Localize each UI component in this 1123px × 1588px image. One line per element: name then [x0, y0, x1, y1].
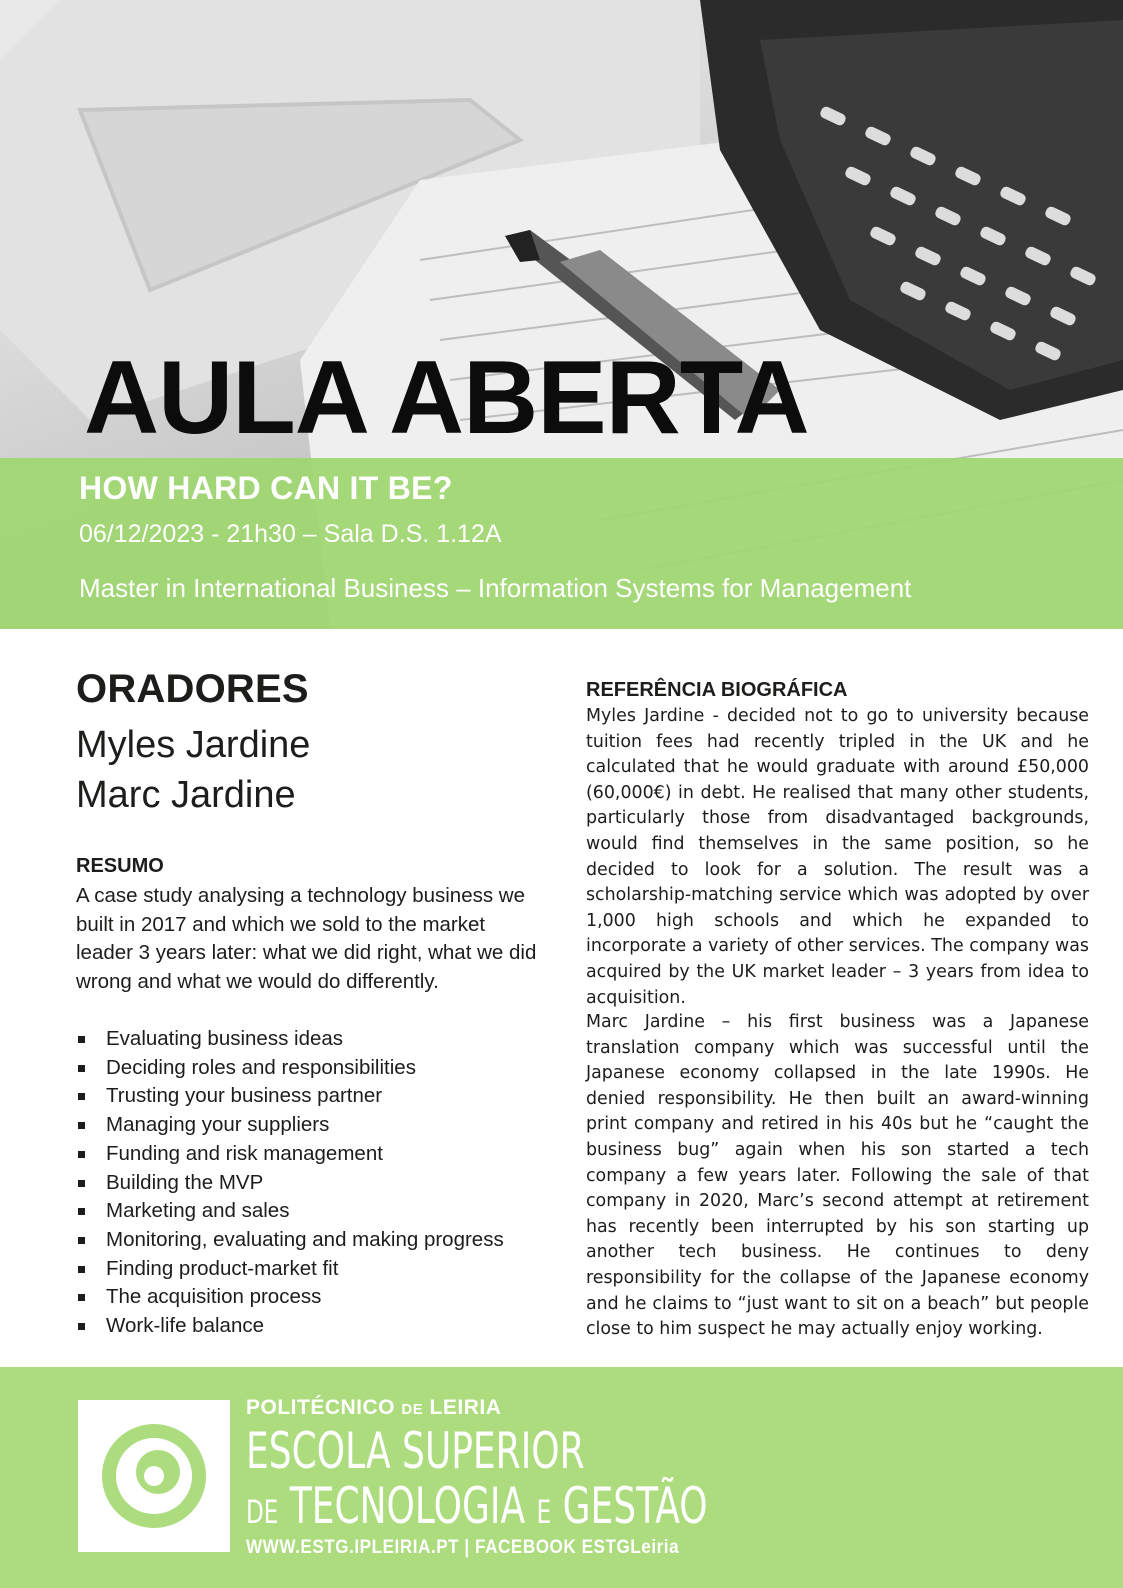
school-name-part: DE — [246, 1493, 279, 1531]
institution-part: POLITÉCNICO — [246, 1396, 396, 1419]
list-item-label: Work-life balance — [106, 1314, 264, 1338]
list-item — [76, 1283, 504, 1312]
event-program: Master in International Business – Information Systems for Management — [79, 573, 912, 603]
bullet-icon — [78, 1323, 85, 1330]
list-item-label: Managing your suppliers — [106, 1113, 330, 1137]
school-name-part: TECNOLOGIA — [289, 1477, 526, 1535]
list-item — [76, 1025, 504, 1054]
bullet-icon — [78, 1294, 85, 1301]
summary-text: A case study analysing a technology business we built in 2017 and which we sold to the market leader 3 years later: what we did right, what we did wrong and what we would do differently. — [76, 884, 537, 994]
summary-heading: RESUMO — [76, 855, 164, 877]
list-item-label: Trusting your business partner — [106, 1084, 383, 1108]
bullet-icon — [78, 1151, 85, 1158]
list-item-label: Monitoring, evaluating and making progress — [106, 1227, 504, 1251]
list-item — [76, 1312, 504, 1341]
topics-list — [76, 1025, 504, 1341]
bullet-icon — [78, 1122, 85, 1129]
list-item-label: Funding and risk management — [106, 1141, 383, 1165]
list-item — [76, 1054, 504, 1083]
event-subtitle: HOW HARD CAN IT BE? — [79, 470, 453, 506]
school-name-part: GESTÃO — [562, 1477, 708, 1535]
institution-name — [246, 1396, 501, 1420]
estg-logo-icon — [78, 1400, 230, 1552]
list-item — [76, 1082, 504, 1111]
list-item — [76, 1255, 504, 1284]
bullet-icon — [78, 1065, 85, 1072]
institution-part: DE — [401, 1401, 424, 1418]
speakers-heading: ORADORES — [76, 667, 309, 711]
list-item — [76, 1226, 504, 1255]
bullet-icon — [78, 1266, 85, 1273]
list-item — [76, 1197, 504, 1226]
speaker-name: Marc Jardine — [76, 774, 296, 816]
school-name-line1: ESCOLA SUPERIOR — [246, 1422, 585, 1480]
bullet-icon — [78, 1180, 85, 1187]
school-name-part: E — [536, 1493, 552, 1531]
institution-part: LEIRIA — [429, 1396, 502, 1419]
list-item — [76, 1169, 504, 1198]
list-item-label: The acquisition process — [106, 1285, 322, 1309]
logo-mark-icon — [78, 1400, 230, 1552]
contact-links[interactable]: WWW.ESTG.IPLEIRIA.PT | FACEBOOK ESTGLeiria — [246, 1537, 680, 1558]
list-item-label: Finding product-market fit — [106, 1256, 339, 1280]
list-item-label: Building the MVP — [106, 1170, 264, 1194]
bullet-icon — [78, 1237, 85, 1244]
list-item — [76, 1140, 504, 1169]
list-item-label: Deciding roles and responsibilities — [106, 1055, 416, 1079]
list-item-label: Marketing and sales — [106, 1199, 290, 1223]
event-date-time-room: 06/12/2023 - 21h30 – Sala D.S. 1.12A — [79, 520, 502, 548]
list-item-label: Evaluating business ideas — [106, 1027, 344, 1050]
bio-paragraph: Myles Jardine - decided not to go to university because tuition fees had recently tripled in the UK and he calculated that he would graduate with around £50,000 (60,000€) in debt. He realised that many other students, particularly those from disadvantaged backgrounds, would find themselves in the same position, so he decided to look for a solution. The result was a scholarship-matching service which was adopted by over 1,000 high schools and which he expanded to incorporate a variety of other services. The company was acquired by the UK market leader – 3 years from idea to acquisition. — [586, 706, 1089, 1008]
bullet-icon — [78, 1036, 85, 1043]
school-name-line2 — [246, 1477, 708, 1535]
page-title: AULA ABERTA — [84, 340, 809, 456]
bullet-icon — [78, 1208, 85, 1215]
bio-paragraph: Marc Jardine – his first business was a Japanese translation company which was successful until the Japanese economy collapsed in the late 1990s. He denied responsibility. He then built an award-winning print company and retired in his 40s but he “caught the business bug” again when his son started a tech company a few years later. Following the sale of that company in 2020, Marc’s second attempt at retirement has recently been interrupted by his son starting up another tech business. He continues to deny responsibility for the collapse of the Japanese economy and he claims to “just want to sit on a beach” but people close to him suspect he may actually enjoy working. — [586, 1012, 1089, 1340]
bio-heading: REFERÊNCIA BIOGRÁFICA — [586, 679, 848, 701]
speaker-name: Myles Jardine — [76, 724, 311, 766]
bullet-icon — [78, 1093, 85, 1100]
list-item — [76, 1111, 504, 1140]
